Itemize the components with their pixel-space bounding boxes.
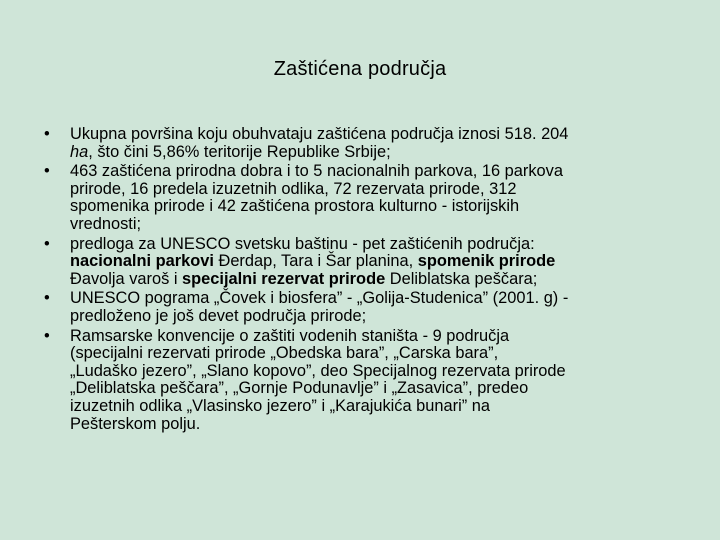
text-segment: Đavolja varoš i xyxy=(70,269,183,288)
bullet-list xyxy=(40,126,682,435)
text-line xyxy=(70,290,682,308)
text-line xyxy=(70,126,682,144)
bullet-item-protected-goods xyxy=(40,163,682,233)
bullet-icon: • xyxy=(44,162,50,181)
text-line xyxy=(70,236,682,254)
slide-title: Zaštićena područja xyxy=(273,58,447,80)
text-line xyxy=(70,363,682,381)
text-segment: prirode, 16 predela izuzetnih odlika, 72 rezervata prirode, 312 xyxy=(70,179,517,198)
text-segment: UNESCO pograma „Čovek i biosfera” - „Golija-Studenica” (2001. g) - xyxy=(70,289,569,308)
text-line xyxy=(70,380,682,398)
bullet-item-ramsar xyxy=(40,328,682,434)
bullet-item-unesco-heritage xyxy=(40,236,682,289)
text-line xyxy=(70,163,682,181)
text-line xyxy=(70,271,682,289)
text-line xyxy=(70,398,682,416)
text-segment: predloženo je još devet područja prirode; xyxy=(70,306,367,325)
bullet-item-unesco-biosphere xyxy=(40,290,682,325)
text-line xyxy=(70,216,682,234)
text-segment: predloga za UNESCO svetsku baštinu - pet zaštićenih područja: xyxy=(70,234,535,253)
text-segment: vrednosti; xyxy=(70,214,142,233)
text-line xyxy=(70,198,682,216)
text-line xyxy=(70,253,682,271)
text-segment: spomenika prirode i 42 zaštićena prostora kulturno - istorijskih xyxy=(70,197,520,216)
text-line xyxy=(70,308,682,326)
unit-ha: ha xyxy=(70,142,89,161)
text-segment: Ukupna površina koju obuhvataju zaštićena područja iznosi 518. 204 xyxy=(70,125,569,143)
bullet-icon: • xyxy=(44,289,50,308)
text-line xyxy=(70,144,682,162)
text-segment: Đerdap, Tara i Šar planina, xyxy=(213,252,418,271)
bullet-item-total-area xyxy=(40,126,682,161)
text-segment: 463 zaštićena prirodna dobra i to 5 nacionalnih parkova, 16 parkova xyxy=(70,162,563,181)
text-line xyxy=(70,416,682,434)
text-segment: , što čini 5,86% teritorije Republike Srbije; xyxy=(88,142,391,161)
text-segment: Pešterskom polju. xyxy=(70,414,201,433)
text-line xyxy=(70,181,682,199)
bullet-icon: • xyxy=(44,125,50,143)
bullet-icon: • xyxy=(44,234,50,253)
text-line xyxy=(70,345,682,363)
text-segment: „Deliblatska peščara”, „Gornje Podunavlje” i „Zasavica”, predeo xyxy=(70,379,529,398)
text-segment: „Ludaško jezero”, „Slano kopovo”, deo Specijalnog rezervata prirode xyxy=(70,361,566,380)
text-segment: (specijalni rezervati prirode „Obedska bara”, „Carska bara”, xyxy=(70,344,499,363)
bold-segment: nacionalni parkovi xyxy=(70,252,214,271)
text-line xyxy=(70,328,682,346)
bullet-icon: • xyxy=(44,326,50,345)
text-segment: izuzetnih odlika „Vlasinsko jezero” i „Karajukića bunari” na xyxy=(70,396,490,415)
text-segment: Ramsarske konvencije o zaštiti vodenih staništa - 9 područja xyxy=(70,326,510,345)
bold-segment: specijalni rezervat prirode xyxy=(182,269,386,288)
bold-segment: spomenik prirode xyxy=(417,252,556,271)
text-segment: Deliblatska peščara; xyxy=(385,269,538,288)
